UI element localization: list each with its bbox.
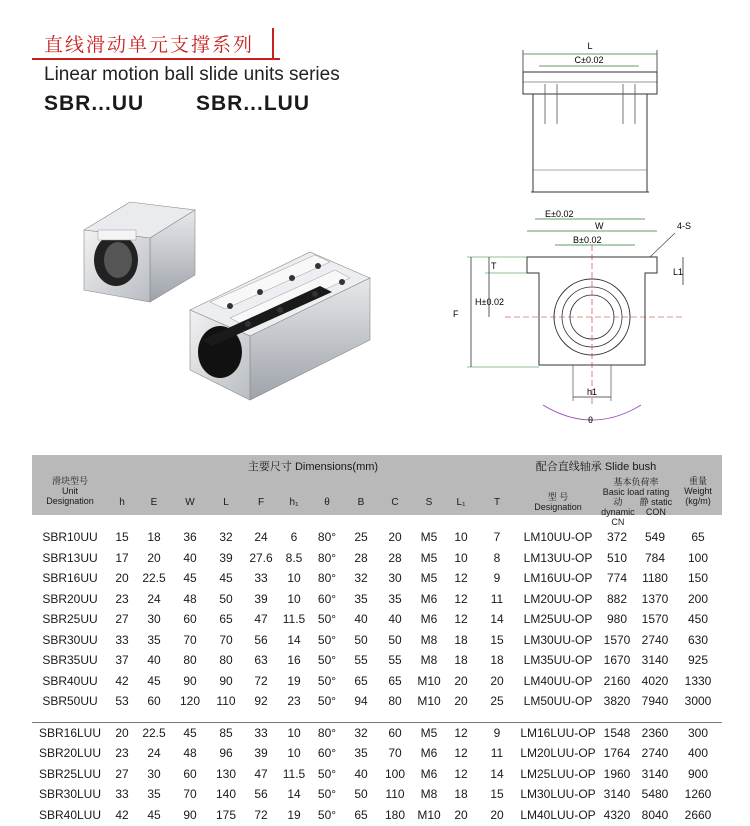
table-cell: 12: [454, 746, 468, 761]
table-cell: 35: [147, 787, 161, 802]
table-cell: 10: [278, 722, 310, 743]
unit-model-cell: SBR30LUU: [38, 787, 102, 802]
table-cell: 33: [244, 722, 278, 743]
table-row: [32, 568, 722, 589]
col-C: C: [391, 496, 399, 508]
table-cell: 11: [490, 591, 504, 606]
table-row: [32, 548, 722, 569]
table-cell: 549: [644, 530, 666, 545]
table-cell: 19: [287, 807, 301, 822]
dim-theta-label: θ: [588, 415, 594, 425]
table-cell: 45: [183, 571, 197, 586]
table-row: [32, 784, 722, 805]
col-h: h: [119, 496, 125, 508]
table-cell: 20: [490, 807, 504, 822]
table-cell: 18: [147, 530, 161, 545]
table-cell: 110: [385, 787, 405, 802]
table-cell: 130: [215, 766, 237, 781]
table-cell: M8: [420, 787, 438, 802]
product-photo: [70, 190, 390, 420]
table-cell: 35: [147, 632, 161, 647]
col-B: B: [357, 496, 365, 508]
table-cell: 80: [219, 653, 233, 668]
table-cell: 10: [454, 550, 468, 565]
table-cell: LM25LUU-OP: [520, 766, 596, 781]
table-cell: 90: [219, 673, 233, 688]
table-cell: 12: [454, 571, 468, 586]
table-cell: 35: [354, 591, 368, 606]
table-cell: 32: [219, 530, 233, 545]
table-cell: 60: [183, 612, 197, 627]
table-cell: 50°: [317, 807, 337, 822]
table-cell: 15: [115, 530, 129, 545]
table-cell: LM16LUU-OP: [518, 722, 598, 743]
table-cell: 65: [354, 673, 368, 688]
table-cell: M6: [420, 766, 438, 781]
table-cell: 42: [115, 807, 129, 822]
table-cell: 630: [687, 632, 709, 647]
unit-model-cell: SBR13UU: [42, 550, 98, 565]
col-W: W: [185, 496, 195, 508]
table-cell: 32: [344, 722, 378, 743]
dim-C-label: C±0.02: [574, 55, 604, 65]
side-view-drawing: [505, 32, 680, 202]
col-h1: h₁: [289, 496, 299, 508]
table-cell: LM25UU-OP: [523, 612, 593, 627]
table-cell: 39: [254, 591, 268, 606]
table-cell: LM10UU-OP: [523, 530, 593, 545]
table-cell: 80°: [317, 530, 337, 545]
unit-model-cell: SBR40LUU: [38, 807, 102, 822]
table-row: [32, 671, 722, 692]
table-cell: 11.5: [282, 766, 306, 781]
table-cell: 18: [454, 787, 468, 802]
static-label: 静 static CON: [639, 497, 673, 517]
col-T: T: [493, 496, 501, 508]
table-cell: 1370: [641, 591, 669, 606]
table-cell: 60: [147, 694, 161, 709]
table-cell: 50: [354, 632, 368, 647]
table-cell: 1180: [642, 571, 668, 586]
table-cell: 27.6: [249, 550, 273, 565]
table-cell: 3140: [641, 653, 669, 668]
table-cell: 784: [644, 550, 666, 565]
table-cell: 60°: [317, 591, 337, 606]
table-cell: 63: [254, 653, 268, 668]
table-cell: 42: [115, 673, 129, 688]
long-slide-unit-image: [190, 252, 370, 400]
table-cell: 3140: [603, 787, 631, 802]
specification-table: [32, 455, 722, 825]
table-cell: 1570: [641, 612, 669, 627]
table-cell: 50°: [317, 632, 337, 647]
table-cell: M8: [420, 653, 438, 668]
unit-model-cell: SBR16LUU: [32, 722, 108, 743]
table-cell: 400: [687, 746, 709, 761]
table-cell: LM20UU-OP: [523, 591, 593, 606]
table-cell: 20: [454, 807, 468, 822]
table-cell: 60°: [317, 746, 337, 761]
unit-model-cell: SBR10UU: [42, 530, 98, 545]
table-row: [32, 589, 722, 610]
table-cell: 94: [354, 694, 368, 709]
table-cell: 35: [354, 746, 368, 761]
load-rating-header: 基本负荷率 Basic load rating 动 dynamic CN 静 static CON: [598, 477, 674, 527]
table-cell: 50°: [317, 653, 337, 668]
table-row: [32, 650, 722, 671]
dim-L1-label: L1: [673, 267, 684, 277]
table-cell: 1570: [603, 632, 631, 647]
dim-H-label: H±0.02: [475, 297, 504, 307]
dynamic-label: 动 dynamic CN: [601, 497, 635, 527]
table-cell: 980: [606, 612, 628, 627]
table-row: [32, 722, 722, 743]
table-cell: LM13UU-OP: [523, 550, 593, 565]
table-cell: 8040: [641, 807, 669, 822]
table-cell: 90: [183, 673, 197, 688]
table-cell: 175: [215, 807, 237, 822]
table-cell: LM50UU-OP: [523, 694, 593, 709]
table-cell: 372: [606, 530, 628, 545]
table-cell: 72: [254, 673, 268, 688]
table-cell: M10: [417, 673, 441, 688]
table-cell: 56: [254, 632, 268, 647]
table-cell: M10: [417, 694, 441, 709]
table-cell: 33: [115, 787, 129, 802]
dim-L-label: L: [587, 41, 593, 51]
table-cell: 100: [687, 550, 709, 565]
table-cell: 45: [147, 807, 161, 822]
unit-model-cell: SBR25LUU: [38, 766, 102, 781]
table-cell: M5: [412, 722, 446, 743]
table-cell: 2740: [641, 746, 669, 761]
title-underline: [32, 58, 280, 60]
table-cell: 3000: [684, 694, 712, 709]
table-cell: 10: [287, 591, 301, 606]
table-cell: 16: [287, 653, 301, 668]
col-F: F: [257, 496, 265, 508]
dim-B-label: B±0.02: [573, 235, 602, 245]
table-cell: 7940: [641, 694, 669, 709]
table-cell: 33: [115, 632, 129, 647]
short-slide-unit-image: [84, 202, 195, 302]
table-cell: 14: [287, 632, 301, 647]
table-cell: 20: [115, 571, 129, 586]
table-cell: 65: [691, 530, 705, 545]
table-cell: 60: [183, 766, 197, 781]
table-cell: 15: [490, 787, 504, 802]
table-cell: 36: [183, 530, 197, 545]
unit-designation-header: 滑块型号 Unit Designation: [46, 476, 94, 506]
table-cell: 35: [388, 591, 402, 606]
table-cell: 11.5: [282, 612, 306, 627]
bush-designation-header: 型 号 Designation: [534, 492, 582, 512]
table-cell: M5: [420, 550, 438, 565]
table-cell: 925: [687, 653, 709, 668]
table-cell: 450: [687, 612, 709, 627]
table-cell: M5: [420, 571, 438, 586]
title-english: Linear motion ball slide units series: [44, 64, 340, 85]
table-cell: 92: [254, 694, 268, 709]
table-cell: 30: [147, 612, 161, 627]
table-cell: 19: [287, 673, 301, 688]
table-cell: 2360: [636, 722, 674, 743]
table-cell: 4020: [641, 673, 669, 688]
table-cell: 32: [354, 571, 368, 586]
table-cell: 50: [219, 591, 233, 606]
table-cell: 14: [287, 787, 301, 802]
table-cell: 300: [674, 722, 722, 743]
table-cell: 48: [183, 746, 197, 761]
table-cell: 882: [606, 591, 628, 606]
col-L: L: [223, 496, 229, 508]
table-cell: 45: [219, 571, 233, 586]
table-row: [32, 609, 722, 630]
table-cell: 65: [219, 612, 233, 627]
table-cell: 150: [687, 571, 709, 586]
table-cell: 20: [147, 550, 161, 565]
table-cell: 4320: [603, 807, 631, 822]
col-L1: L₁: [456, 496, 466, 508]
table-cell: 23: [115, 591, 129, 606]
table-cell: 80°: [317, 550, 337, 565]
table-cell: M10: [417, 807, 441, 822]
table-cell: 40: [354, 766, 368, 781]
table-cell: 96: [219, 746, 233, 761]
model-series-luu: SBR...LUU: [196, 92, 310, 115]
table-cell: 18: [490, 653, 504, 668]
table-cell: 14: [490, 766, 504, 781]
table-cell: 1764: [603, 746, 631, 761]
table-cell: 22.5: [136, 722, 172, 743]
table-row: [32, 527, 722, 548]
table-cell: 774: [606, 571, 628, 586]
unit-model-cell: SBR30UU: [42, 632, 98, 647]
table-cell: 47: [254, 612, 268, 627]
table-cell: 20: [454, 673, 468, 688]
table-cell: 60: [378, 722, 412, 743]
col-theta: θ: [324, 496, 330, 508]
table-cell: 24: [254, 530, 268, 545]
dim-T-label: T: [491, 261, 497, 271]
table-cell: 10: [287, 746, 301, 761]
front-view-drawing: [445, 205, 715, 430]
unit-model-cell: SBR20LUU: [38, 746, 102, 761]
table-cell: 50°: [317, 673, 337, 688]
table-cell: M6: [420, 591, 438, 606]
table-cell: 53: [115, 694, 129, 709]
dim-E-label: E±0.02: [545, 209, 574, 219]
table-cell: 25: [490, 694, 504, 709]
dim-W-label: W: [595, 221, 604, 231]
table-cell: 10: [287, 571, 301, 586]
dim-h1-label: h1: [587, 387, 598, 397]
table-cell: 28: [388, 550, 402, 565]
dimensions-header: 主要尺寸 Dimensions(mm): [247, 461, 379, 473]
table-cell: 2160: [603, 673, 631, 688]
unit-model-cell: SBR20UU: [42, 591, 98, 606]
table-cell: 80: [183, 653, 197, 668]
col-E: E: [150, 496, 158, 508]
table-cell: 50°: [317, 694, 337, 709]
table-cell: 12: [454, 766, 468, 781]
model-series-uu: SBR...UU: [44, 92, 145, 115]
table-cell: M8: [420, 632, 438, 647]
table-cell: LM30UU-OP: [523, 632, 593, 647]
table-row: [32, 691, 722, 712]
table-cell: 70: [388, 746, 402, 761]
table-cell: 27: [115, 766, 129, 781]
table-cell: 11: [490, 746, 504, 761]
title-chinese: 直线滑动单元支撑系列: [44, 34, 255, 56]
table-cell: 80°: [310, 722, 344, 743]
table-cell: 85: [208, 722, 244, 743]
table-cell: 55: [354, 653, 368, 668]
table-row: [32, 805, 722, 826]
table-cell: 12: [454, 612, 468, 627]
dim-4S-label: 4-S: [677, 221, 692, 231]
table-cell: M6: [420, 612, 438, 627]
table-cell: 1960: [603, 766, 631, 781]
table-cell: 10: [454, 530, 468, 545]
slide-bush-header: 配合直线轴承 Slide bush: [535, 461, 657, 473]
unit-model-cell: SBR35UU: [42, 653, 98, 668]
table-cell: 8.5: [285, 550, 303, 565]
unit-model-cell: SBR25UU: [42, 612, 98, 627]
table-cell: 80°: [317, 571, 337, 586]
table-cell: 20: [490, 673, 504, 688]
table-cell: 40: [388, 612, 402, 627]
table-cell: 2660: [684, 807, 712, 822]
table-cell: 15: [490, 632, 504, 647]
table-cell: 50: [354, 787, 368, 802]
table-cell: 200: [687, 591, 709, 606]
table-cell: LM40UU-OP: [523, 673, 593, 688]
table-cell: 8: [493, 550, 501, 565]
table-cell: 40: [183, 550, 197, 565]
table-cell: 50: [388, 632, 402, 647]
table-cell: 1548: [598, 722, 636, 743]
table-cell: 65: [354, 807, 368, 822]
table-cell: 120: [179, 694, 201, 709]
table-cell: 900: [687, 766, 709, 781]
table-cell: 50°: [317, 766, 337, 781]
table-cell: 50°: [317, 612, 337, 627]
unit-model-cell: SBR40UU: [42, 673, 98, 688]
table-cell: 510: [606, 550, 628, 565]
table-cell: 47: [254, 766, 268, 781]
table-cell: 2740: [641, 632, 669, 647]
table-cell: 55: [388, 653, 402, 668]
table-cell: 100: [384, 766, 406, 781]
table-cell: 20: [388, 530, 402, 545]
table-cell: M5: [420, 530, 438, 545]
table-cell: 12: [454, 591, 468, 606]
table-cell: 25: [354, 530, 368, 545]
table-cell: 45: [147, 673, 161, 688]
table-cell: 30: [147, 766, 161, 781]
col-S: S: [425, 496, 433, 508]
table-cell: 14: [490, 612, 504, 627]
table-row: [32, 630, 722, 651]
table-cell: 17: [115, 550, 129, 565]
table-row: [32, 764, 722, 785]
table-cell: 70: [183, 632, 197, 647]
title-divider: [272, 28, 274, 60]
table-cell: 65: [388, 673, 402, 688]
table-group-gap: [32, 712, 722, 723]
dim-F-label: F: [453, 309, 459, 319]
table-cell: 28: [354, 550, 368, 565]
table-cell: LM35UU-OP: [523, 653, 593, 668]
table-cell: 9: [476, 722, 518, 743]
table-cell: 39: [219, 550, 233, 565]
table-cell: 23: [115, 746, 129, 761]
table-cell: 6: [290, 530, 298, 545]
table-cell: 80: [388, 694, 402, 709]
table-cell: 12: [446, 722, 476, 743]
table-cell: 56: [254, 787, 268, 802]
table-cell: 1260: [684, 787, 712, 802]
weight-header: 重量 Weight (kg/m): [684, 476, 712, 506]
table-cell: 1330: [684, 673, 712, 688]
table-cell: 33: [254, 571, 268, 586]
table-cell: 24: [147, 746, 161, 761]
table-cell: 40: [354, 612, 368, 627]
table-cell: 27: [115, 612, 129, 627]
table-cell: 7: [493, 530, 501, 545]
table-cell: 20: [108, 722, 136, 743]
table-cell: 20: [454, 694, 468, 709]
table-cell: LM40LUU-OP: [520, 807, 596, 822]
table-cell: 30: [388, 571, 402, 586]
table-cell: 90: [183, 807, 197, 822]
table-cell: 9: [493, 571, 501, 586]
table-row: [32, 743, 722, 764]
table-cell: 180: [384, 807, 406, 822]
table-cell: LM30LUU-OP: [520, 787, 596, 802]
table-cell: M6: [420, 746, 438, 761]
table-cell: 1670: [603, 653, 631, 668]
table-cell: 5480: [641, 787, 669, 802]
table-cell: 50°: [317, 787, 337, 802]
table-cell: 70: [219, 632, 233, 647]
table-cell: 48: [183, 591, 197, 606]
unit-model-cell: SBR16UU: [42, 571, 98, 586]
table-cell: 22.5: [142, 571, 166, 586]
table-cell: LM20LUU-OP: [520, 746, 596, 761]
table-cell: 18: [454, 632, 468, 647]
table-cell: 3140: [641, 766, 669, 781]
table-cell: 18: [454, 653, 468, 668]
table-cell: 140: [215, 787, 237, 802]
table-cell: 24: [147, 591, 161, 606]
table-cell: LM16UU-OP: [523, 571, 593, 586]
table-cell: 40: [147, 653, 161, 668]
table-cell: 110: [216, 694, 236, 709]
table-cell: 23: [287, 694, 301, 709]
table-cell: 39: [254, 746, 268, 761]
table-body: [32, 527, 722, 825]
unit-model-cell: SBR50UU: [42, 694, 98, 709]
table-cell: 70: [183, 787, 197, 802]
table-cell: 3820: [603, 694, 631, 709]
table-cell: 37: [115, 653, 129, 668]
table-cell: 45: [172, 722, 208, 743]
table-cell: 72: [254, 807, 268, 822]
